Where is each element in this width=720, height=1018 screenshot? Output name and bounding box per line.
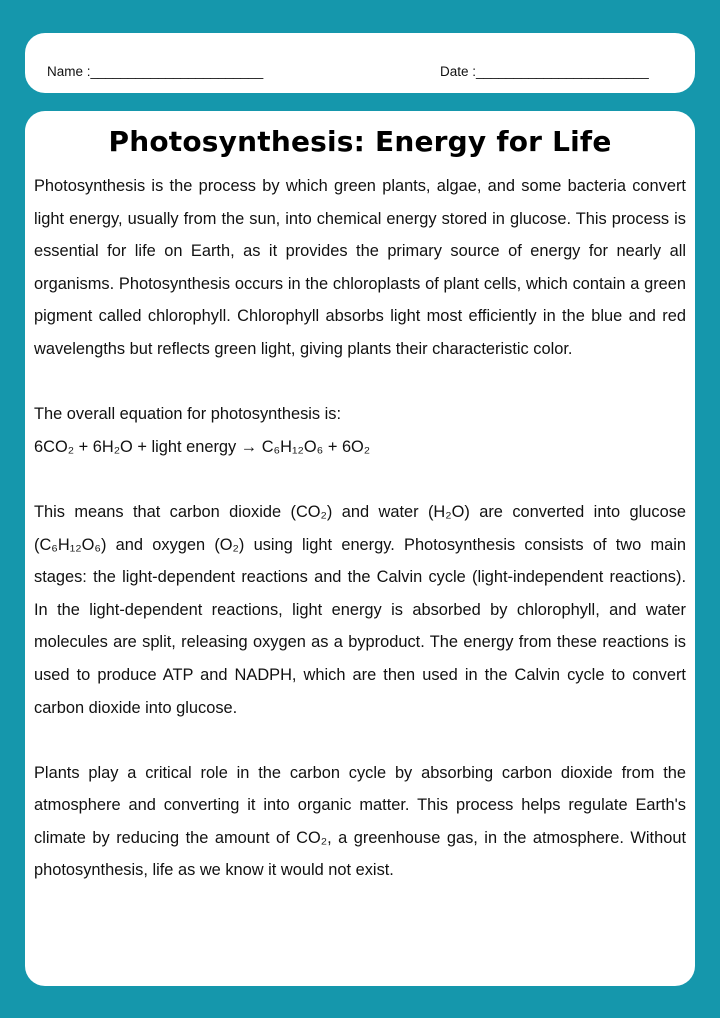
- header-card: [25, 33, 695, 93]
- worksheet-title: Photosynthesis: Energy for Life: [108, 125, 612, 158]
- stages-paragraph: This means that carbon dioxide (CO₂) and water (H₂O) are converted into glucose (C₆H₁₂O₆) and oxygen (O₂) using light energy. Photosynthesis consists of two main stages: the light-dependent reactions and the Calvin cycle (light-independent reactions). In the light-dependent reactions, light energy is absorbed by chlorophyll, and water molecules are split, releasing oxygen as a byproduct. The energy from these reactions is used to produce ATP and NADPH, which are then used in the Calvin cycle to convert carbon dioxide into glucose.: [34, 502, 686, 717]
- intro-paragraph: Photosynthesis is the process by which green plants, algae, and some bacteria convert light energy, usually from the sun, into chemical energy stored in glucose. This process is essential for life on Earth, as it provides the primary source of energy for nearly all organisms. Photosynthesis occurs in the chloroplasts of plant cells, which contain a green pigment called chlorophyll. Chlorophyll absorbs light most efficiently in the blue and red wavelengths but reflects green light, giving plants their characteristic color.: [34, 177, 686, 358]
- date-field[interactable]: Date :_______________________: [440, 64, 649, 79]
- worksheet-card: [25, 111, 695, 986]
- carbon-cycle-paragraph: Plants play a critical role in the carbon cycle by absorbing carbon dioxide from the atmosphere and converting it into organic matter. This process helps regulate Earth's climate by reducing the amount of CO₂, a greenhouse gas, in the atmosphere. Without photosynthesis, life as we know it would not exist.: [34, 763, 686, 880]
- equation-intro: The overall equation for photosynthesis is:: [34, 405, 342, 424]
- name-field[interactable]: Name :_______________________: [47, 64, 264, 79]
- photosynthesis-equation: 6CO₂ + 6H₂O + light energy → C₆H₁₂O₆ + 6O₂: [34, 437, 371, 456]
- equation-block: [34, 398, 686, 463]
